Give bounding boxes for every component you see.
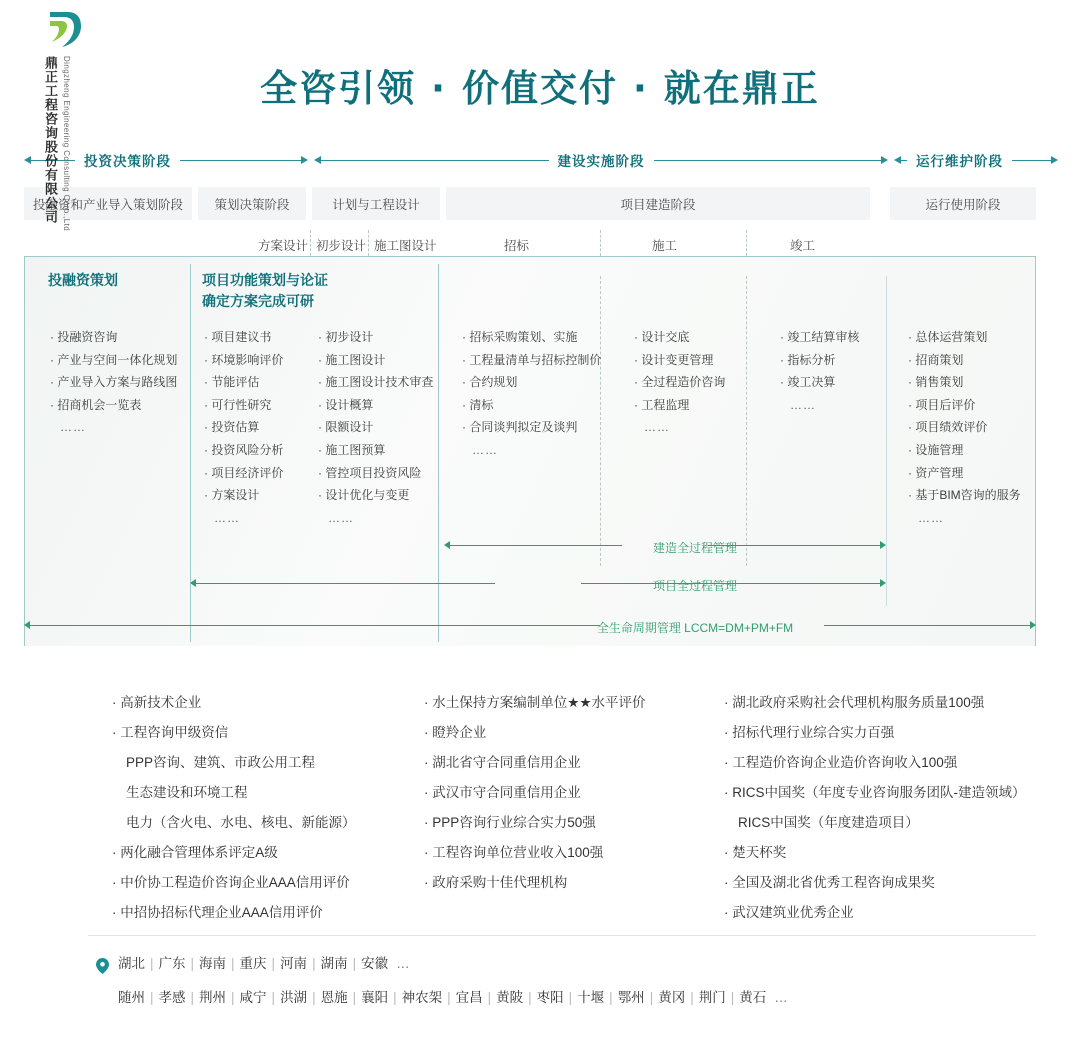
region-more: … xyxy=(396,956,410,971)
company-logo xyxy=(40,8,96,232)
region-separator: | xyxy=(609,990,613,1005)
region-separator: | xyxy=(690,990,694,1005)
stage-box-planning[interactable]: 策划决策阶段 xyxy=(198,187,306,220)
region-separator: | xyxy=(447,990,451,1005)
substage-scheme-design: 方案设计 xyxy=(258,239,309,253)
region-item[interactable]: 黄陂 xyxy=(496,990,524,1005)
list-item: · 投资风险分析 xyxy=(204,439,283,462)
list-item: · 设计优化与变更 xyxy=(318,484,433,507)
region-item[interactable]: 恩施 xyxy=(320,990,348,1005)
region-separator: | xyxy=(150,956,154,971)
phase-label: 运行维护阶段 xyxy=(916,154,1003,169)
region-item[interactable]: 黄冈 xyxy=(658,990,686,1005)
substage-preliminary-design: 初步设计 xyxy=(316,239,367,253)
item-list-design xyxy=(318,326,433,529)
credential-item: · 全国及湖北省优秀工程咨询成果奖 xyxy=(724,868,1026,898)
list-item: · 项目绩效评价 xyxy=(908,416,1021,439)
substage-construction: 施工 xyxy=(652,239,678,253)
list-item: · 基于BIM咨询的服务 xyxy=(908,484,1021,507)
list-item: · 管控项目投资风险 xyxy=(318,462,433,485)
region-separator: | xyxy=(231,990,235,1005)
credential-item: · PPP咨询行业综合实力50强 xyxy=(424,808,645,838)
credential-subitem: 生态建设和环境工程 xyxy=(126,785,248,800)
list-item: · 可行性研究 xyxy=(204,394,283,417)
item-list-construction xyxy=(634,326,725,439)
list-item: · 合同谈判拟定及谈判 xyxy=(462,416,601,439)
region-separator: | xyxy=(730,990,735,1005)
list-item: · 竣工决算 xyxy=(780,371,859,394)
logo-company-name-cn: 鼎正工程咨询股份有限公司 xyxy=(43,56,58,224)
divider-dotted xyxy=(600,230,601,256)
region-item[interactable]: 咸宁 xyxy=(239,990,267,1005)
list-item: · 设计变更管理 xyxy=(634,349,725,372)
item-list-completion xyxy=(780,326,859,416)
list-item: · 产业导入方案与路线图 xyxy=(50,371,177,394)
substage-completion: 竣工 xyxy=(790,239,816,253)
credential-item: · 招标代理行业综合实力百强 xyxy=(724,718,1026,748)
item-list-function-planning xyxy=(204,326,283,529)
list-item: · 销售策划 xyxy=(908,371,1021,394)
region-item[interactable]: 湖北 xyxy=(118,956,145,971)
credential-subitem: RICS中国奖（年度建造项目） xyxy=(738,815,919,830)
stage-box-design[interactable]: 计划与工程设计 xyxy=(312,187,440,220)
stage-box-build[interactable]: 项目建造阶段 xyxy=(446,187,870,220)
credential-subitem: PPP咨询、建筑、市政公用工程 xyxy=(126,755,316,770)
list-item: · 初步设计 xyxy=(318,326,433,349)
region-item[interactable]: 洪湖 xyxy=(280,990,308,1005)
substage-construction-drawing: 施工图设计 xyxy=(374,239,437,253)
region-separator: | xyxy=(150,990,154,1005)
region-separator: | xyxy=(487,990,492,1005)
region-item[interactable]: 枣阳 xyxy=(536,990,564,1005)
list-item: · 设计交底 xyxy=(634,326,725,349)
region-separator: | xyxy=(568,990,573,1005)
list-item: · 工程量清单与招标控制价 xyxy=(462,349,601,372)
credential-item: · 水土保持方案编制单位★★水平评价 xyxy=(424,688,645,718)
divider-dotted xyxy=(310,230,311,256)
credential-item: · 武汉市守合同重信用企业 xyxy=(424,778,645,808)
credential-subitem: 电力（含火电、水电、核电、新能源） xyxy=(126,815,356,830)
region-separator: | xyxy=(352,956,357,971)
phase-arrow-construction xyxy=(314,148,888,172)
phase-arrow-row xyxy=(24,148,1058,172)
region-item[interactable]: 十堰 xyxy=(577,990,605,1005)
list-item: · 限额设计 xyxy=(318,416,433,439)
region-item[interactable]: 河南 xyxy=(280,956,308,971)
region-list-cities xyxy=(118,986,788,1006)
region-item[interactable]: 随州 xyxy=(118,990,145,1005)
phase-arrow-operation xyxy=(894,148,1058,172)
region-item[interactable]: 广东 xyxy=(158,956,186,971)
divider xyxy=(88,935,1036,936)
region-item[interactable]: 重庆 xyxy=(239,956,267,971)
region-item[interactable]: 安徽 xyxy=(361,956,389,971)
list-item: · 全过程造价咨询 xyxy=(634,371,725,394)
credential-item: · 中价协工程造价咨询企业AAA信用评价 xyxy=(112,868,356,898)
phase-label: 投资决策阶段 xyxy=(84,154,171,169)
span-label-lifecycle-management: 全生命周期管理 LCCM=DM+PM+FM xyxy=(596,621,794,635)
list-item: · 清标 xyxy=(462,394,601,417)
region-item[interactable]: 荆州 xyxy=(199,990,227,1005)
credential-item: · 工程造价咨询企业造价咨询收入100强 xyxy=(724,748,1026,778)
region-more: … xyxy=(774,990,788,1005)
list-item: · 招商策划 xyxy=(908,349,1021,372)
credentials-column-3 xyxy=(724,688,1026,928)
credentials-column-1 xyxy=(112,688,356,928)
region-item[interactable]: 鄂州 xyxy=(617,990,645,1005)
region-separator: | xyxy=(312,990,316,1005)
credential-item: · 湖北省守合同重信用企业 xyxy=(424,748,645,778)
item-list-bidding xyxy=(462,326,601,462)
list-ellipsis: …… xyxy=(918,510,944,525)
credential-item: · 工程咨询甲级资信 xyxy=(112,718,356,748)
list-item: · 设施管理 xyxy=(908,439,1021,462)
logo-mark-icon xyxy=(44,8,84,50)
column-divider xyxy=(886,276,887,606)
divider-dotted xyxy=(746,230,747,256)
column-heading-function-planning-2: 确定方案完成可研 xyxy=(202,293,314,309)
list-item: · 指标分析 xyxy=(780,349,859,372)
page-title: 全咨引领 · 价值交付 · 就在鼎正 xyxy=(260,67,820,110)
list-item: · 总体运营策划 xyxy=(908,326,1021,349)
list-item: · 施工图设计技术审查 xyxy=(318,371,433,394)
list-item: · 招标采购策划、实施 xyxy=(462,326,601,349)
region-separator: | xyxy=(271,990,276,1005)
span-label-construction-management: 建造全过程管理 xyxy=(652,541,737,555)
list-item: · 设计概算 xyxy=(318,394,433,417)
credential-item: · 武汉建筑业优秀企业 xyxy=(724,898,1026,928)
credential-item: · 高新技术企业 xyxy=(112,688,356,718)
list-item: · 方案设计 xyxy=(204,484,283,507)
list-item: · 工程监理 xyxy=(634,394,725,417)
region-item[interactable]: 襄阳 xyxy=(361,990,389,1005)
region-item[interactable]: 神农架 xyxy=(401,990,443,1005)
list-item: · 节能评估 xyxy=(204,371,283,394)
region-item[interactable]: 湖南 xyxy=(320,956,348,971)
span-lifecycle-management xyxy=(24,619,1036,631)
column-divider xyxy=(746,276,747,566)
credential-item: · 工程咨询单位营业收入100强 xyxy=(424,838,645,868)
region-separator: | xyxy=(649,990,654,1005)
region-separator: | xyxy=(190,956,195,971)
list-item: · 项目后评价 xyxy=(908,394,1021,417)
list-ellipsis: …… xyxy=(214,510,240,525)
list-item: · 环境影响评价 xyxy=(204,349,283,372)
list-item: · 竣工结算审核 xyxy=(780,326,859,349)
list-item: · 产业与空间一体化规划 xyxy=(50,349,177,372)
divider-dotted xyxy=(368,230,369,256)
phase-label: 建设实施阶段 xyxy=(557,154,645,169)
list-item: · 资产管理 xyxy=(908,462,1021,485)
stage-box-financing[interactable]: 投融资和产业导入策划阶段 xyxy=(24,187,192,220)
region-separator: | xyxy=(231,956,235,971)
panel-right-border xyxy=(1035,256,1036,646)
column-heading-function-planning: 项目功能策划与论证 xyxy=(202,272,328,288)
list-ellipsis: …… xyxy=(60,420,86,435)
stage-box-operation[interactable]: 运行使用阶段 xyxy=(890,187,1036,220)
span-project-management xyxy=(190,577,886,589)
panel-left-border xyxy=(24,256,25,646)
list-item: · 项目建议书 xyxy=(204,326,283,349)
list-ellipsis: …… xyxy=(472,442,498,457)
region-item[interactable]: 荆门 xyxy=(698,990,726,1005)
list-item: · 投融资咨询 xyxy=(50,326,177,349)
region-item[interactable]: 海南 xyxy=(199,956,227,971)
region-list-provinces xyxy=(118,952,410,972)
credential-item: · 湖北政府采购社会代理机构服务质量100强 xyxy=(724,688,1026,718)
item-list-operation xyxy=(908,326,1021,529)
credential-item: · RICS中国奖（年度专业咨询服务团队-建造领域） xyxy=(724,778,1026,808)
list-ellipsis: …… xyxy=(644,420,670,435)
credentials-column-2 xyxy=(424,688,645,898)
substage-bidding: 招标 xyxy=(504,239,530,253)
region-separator: | xyxy=(393,990,397,1005)
location-pin-icon xyxy=(96,958,109,974)
credential-item: · 中招协招标代理企业AAA信用评价 xyxy=(112,898,356,928)
column-heading-financing: 投融资策划 xyxy=(48,272,118,288)
region-separator: | xyxy=(190,990,195,1005)
logo-company-name-en: Dingzheng Engineering Consulting Corp.,Ltd xyxy=(62,56,71,232)
list-item: · 施工图预算 xyxy=(318,439,433,462)
list-ellipsis: …… xyxy=(328,510,354,525)
credential-item: · 政府采购十佳代理机构 xyxy=(424,868,645,898)
list-item: · 施工图设计 xyxy=(318,349,433,372)
region-item[interactable]: 孝感 xyxy=(158,990,186,1005)
list-ellipsis: …… xyxy=(790,397,816,412)
span-label-project-management: 项目全过程管理 xyxy=(652,579,737,593)
credential-item: · 两化融合管理体系评定A级 xyxy=(112,838,356,868)
region-separator: | xyxy=(528,990,532,1005)
region-separator: | xyxy=(352,990,357,1005)
list-item: · 招商机会一览表 xyxy=(50,394,177,417)
credential-item: · 瞪羚企业 xyxy=(424,718,645,748)
credential-item: · 楚天杯奖 xyxy=(724,838,1026,868)
list-item: · 投资估算 xyxy=(204,416,283,439)
item-list-financing xyxy=(50,326,177,439)
list-item: · 项目经济评价 xyxy=(204,462,283,485)
list-item: · 合约规划 xyxy=(462,371,601,394)
region-item[interactable]: 宜昌 xyxy=(455,990,483,1005)
region-separator: | xyxy=(312,956,316,971)
region-item[interactable]: 黄石 xyxy=(739,990,767,1005)
region-separator: | xyxy=(271,956,276,971)
